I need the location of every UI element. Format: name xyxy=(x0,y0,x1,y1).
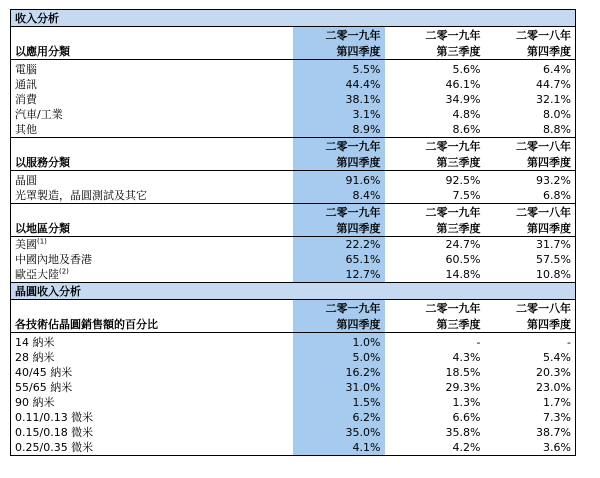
value-q3-2019: - xyxy=(476,336,481,349)
section-header-revenue xyxy=(11,10,576,27)
value-q4-2018: 1.7% xyxy=(543,396,571,409)
column-header-row xyxy=(11,43,576,60)
col-q4-2019-quarter: 第四季度 xyxy=(293,220,385,237)
column-header-row xyxy=(11,220,576,237)
value-q4-2019: 91.6% xyxy=(293,173,385,188)
value-q3-2019: 4.3% xyxy=(452,351,481,364)
row-label: 光罩製造，晶圓測試及其它 xyxy=(15,189,147,202)
table-row xyxy=(11,365,576,380)
table-row xyxy=(11,62,576,77)
col-q4-2018-quarter: 第四季度 xyxy=(485,43,576,60)
row-label: 90 納米 xyxy=(15,396,55,409)
col-q4-2018-year: 二零一八年 xyxy=(485,300,576,317)
row-label: 其他 xyxy=(15,123,37,136)
col-q4-2018-year: 二零一八年 xyxy=(485,27,576,44)
col-q3-2019-year: 二零一九年 xyxy=(385,138,485,155)
value-q4-2019: 6.2% xyxy=(293,410,385,425)
value-q4-2019: 44.4% xyxy=(293,77,385,92)
col-q4-2019-year: 二零一九年 xyxy=(293,204,385,221)
value-q4-2019: 5.0% xyxy=(293,350,385,365)
value-q3-2019: 4.2% xyxy=(452,441,481,454)
row-label: 0.25/0.35 微米 xyxy=(15,441,94,454)
value-q4-2019: 38.1% xyxy=(293,92,385,107)
value-q4-2018: 6.8% xyxy=(543,189,571,202)
section-header-wafer xyxy=(11,283,576,300)
value-q4-2019: 65.1% xyxy=(293,252,385,267)
table-row xyxy=(11,410,576,425)
value-q4-2019: 16.2% xyxy=(293,365,385,380)
col-q4-2019-quarter: 第四季度 xyxy=(293,43,385,60)
col-q4-2018-year: 二零一八年 xyxy=(485,204,576,221)
col-q3-2019-quarter: 第三季度 xyxy=(385,220,485,237)
revenue-analysis-table xyxy=(10,9,576,456)
group-title-application: 以應用分類 xyxy=(11,43,293,60)
table-row xyxy=(11,395,576,410)
column-header-row xyxy=(11,316,576,333)
table-row xyxy=(11,425,576,440)
col-q3-2019-quarter: 第三季度 xyxy=(385,43,485,60)
group-title-service: 以服務分類 xyxy=(11,154,293,171)
value-q4-2018: 38.7% xyxy=(536,426,571,439)
col-q4-2018-quarter: 第四季度 xyxy=(485,154,576,171)
value-q4-2019: 22.2% xyxy=(293,237,385,253)
row-label: 40/45 納米 xyxy=(15,366,73,379)
value-q4-2018: 7.3% xyxy=(543,411,571,424)
row-label: 28 納米 xyxy=(15,351,55,364)
value-q4-2018: 10.8% xyxy=(536,268,571,281)
row-label: 歐亞大陸$^{(2)}$ xyxy=(15,267,69,281)
value-q3-2019: 92.5% xyxy=(445,174,481,187)
value-q4-2018: 8.8% xyxy=(543,123,571,136)
value-q4-2018: 23.0% xyxy=(536,381,571,394)
value-q4-2019: 1.5% xyxy=(293,395,385,410)
col-q3-2019-year: 二零一九年 xyxy=(385,27,485,44)
value-q4-2019: 8.4% xyxy=(293,188,385,204)
column-header-row xyxy=(11,204,576,221)
value-q3-2019: 8.6% xyxy=(452,123,481,136)
footnote-marker: (2) xyxy=(59,267,69,276)
value-q3-2019: 60.5% xyxy=(445,253,481,266)
col-q3-2019-year: 二零一九年 xyxy=(385,300,485,317)
value-q4-2019: 8.9% xyxy=(293,122,385,138)
value-q4-2018: 31.7% xyxy=(536,238,571,251)
value-q4-2018: 20.3% xyxy=(536,366,571,379)
column-header-row xyxy=(11,138,576,155)
value-q4-2018: 93.2% xyxy=(536,174,571,187)
value-q3-2019: 29.3% xyxy=(445,381,481,394)
value-q4-2019: 35.0% xyxy=(293,425,385,440)
table-row xyxy=(11,92,576,107)
value-q3-2019: 1.3% xyxy=(452,396,481,409)
value-q3-2019: 34.9% xyxy=(445,93,481,106)
table-row xyxy=(11,173,576,188)
value-q4-2018: 44.7% xyxy=(536,78,571,91)
row-label: 美國$^{(1)}$ xyxy=(15,237,47,251)
value-q4-2018: 57.5% xyxy=(536,253,571,266)
table-row xyxy=(11,107,576,122)
col-q4-2018-quarter: 第四季度 xyxy=(485,316,576,333)
row-label: 通訊 xyxy=(15,78,37,91)
value-q4-2019: 5.5% xyxy=(293,62,385,77)
value-q4-2019: 4.1% xyxy=(293,440,385,456)
table-row xyxy=(11,77,576,92)
column-header-row xyxy=(11,27,576,44)
group-title-region: 以地區分類 xyxy=(11,220,293,237)
value-q3-2019: 5.6% xyxy=(452,63,481,76)
col-q4-2019-quarter: 第四季度 xyxy=(293,316,385,333)
value-q4-2019: 31.0% xyxy=(293,380,385,395)
value-q3-2019: 14.8% xyxy=(445,268,481,281)
table-row xyxy=(11,237,576,253)
column-header-row xyxy=(11,300,576,317)
row-label: 0.11/0.13 微米 xyxy=(15,411,94,424)
value-q4-2019: 12.7% xyxy=(293,267,385,283)
row-label: 中國內地及香港 xyxy=(15,253,92,266)
group-title-technology: 各技術佔晶圓銷售額的百分比 xyxy=(11,316,293,333)
col-q4-2018-year: 二零一八年 xyxy=(485,138,576,155)
row-label: 晶圓 xyxy=(15,174,37,187)
value-q3-2019: 46.1% xyxy=(445,78,481,91)
row-label: 汽車/工業 xyxy=(15,108,63,121)
value-q3-2019: 35.8% xyxy=(445,426,481,439)
row-label: 55/65 納米 xyxy=(15,381,73,394)
value-q4-2018: 8.0% xyxy=(543,108,571,121)
col-q4-2019-year: 二零一九年 xyxy=(293,27,385,44)
revenue-analysis-report xyxy=(10,9,575,456)
table-row xyxy=(11,440,576,456)
col-q3-2019-quarter: 第三季度 xyxy=(385,154,485,171)
section-title: 收入分析 xyxy=(11,10,576,27)
value-q4-2019: 1.0% xyxy=(293,335,385,350)
value-q3-2019: 7.5% xyxy=(452,189,481,202)
value-q3-2019: 6.6% xyxy=(452,411,481,424)
table-row xyxy=(11,188,576,204)
col-q4-2019-year: 二零一九年 xyxy=(293,138,385,155)
table-row xyxy=(11,380,576,395)
value-q3-2019: 18.5% xyxy=(445,366,481,379)
value-q4-2018: 32.1% xyxy=(536,93,571,106)
col-q3-2019-quarter: 第三季度 xyxy=(385,316,485,333)
column-header-row xyxy=(11,154,576,171)
col-q4-2019-year: 二零一九年 xyxy=(293,300,385,317)
table-row xyxy=(11,335,576,350)
row-label: 消費 xyxy=(15,93,37,106)
col-q4-2018-quarter: 第四季度 xyxy=(485,220,576,237)
value-q4-2018: 3.6% xyxy=(543,441,571,454)
table-row xyxy=(11,252,576,267)
col-q4-2019-quarter: 第四季度 xyxy=(293,154,385,171)
table-row xyxy=(11,122,576,138)
value-q3-2019: 4.8% xyxy=(452,108,481,121)
table-row xyxy=(11,267,576,283)
section-title: 晶圓收入分析 xyxy=(11,283,576,300)
value-q4-2018: - xyxy=(567,336,571,349)
row-label: 電腦 xyxy=(15,63,37,76)
col-q3-2019-year: 二零一九年 xyxy=(385,204,485,221)
value-q4-2019: 3.1% xyxy=(293,107,385,122)
footnote-marker: (1) xyxy=(37,237,47,246)
row-label: 14 納米 xyxy=(15,336,55,349)
value-q4-2018: 5.4% xyxy=(543,351,571,364)
value-q3-2019: 24.7% xyxy=(445,238,481,251)
table-row xyxy=(11,350,576,365)
value-q4-2018: 6.4% xyxy=(543,63,571,76)
row-label: 0.15/0.18 微米 xyxy=(15,426,94,439)
